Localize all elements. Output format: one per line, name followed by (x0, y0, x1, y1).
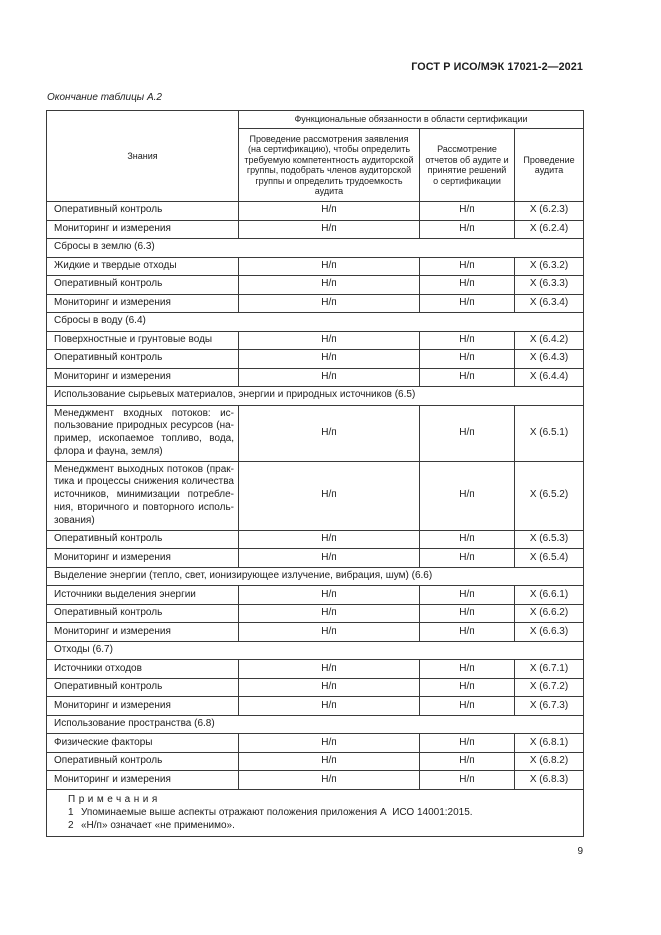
application-review-cell: Н/п (239, 294, 420, 313)
application-review-cell: Н/п (239, 276, 420, 295)
header-line: (на сертификацию), чтобы определить (247, 144, 411, 154)
certification-decision-cell: Н/п (420, 678, 515, 697)
note-number: 2 (68, 819, 74, 831)
knowledge-line: Поверхностные и грунтовые воды (54, 333, 213, 345)
knowledge-cell (47, 405, 239, 461)
knowledge-cell (47, 623, 239, 642)
certification-decision-cell: Н/п (420, 202, 515, 221)
knowledge-line: Мониторинг и измерения (54, 699, 171, 711)
header-knowledge: Знания (47, 111, 239, 202)
audit-cell: Х (6.5.1) (515, 405, 584, 461)
table-row (47, 549, 584, 568)
header-line: Проведение (523, 154, 575, 165)
audit-cell: Х (6.4.3) (515, 350, 584, 369)
knowledge-cell (47, 604, 239, 623)
application-review-cell: Н/п (239, 586, 420, 605)
knowledge-line: тика и процессы снижения количества (54, 476, 234, 488)
knowledge-line: Оперативный контроль (54, 607, 163, 619)
table-row (47, 276, 584, 295)
knowledge-line: Жидкие и твердые отходы (54, 259, 177, 271)
header-line: группы, подобрать членов аудиторской (246, 165, 412, 175)
table-body (47, 202, 584, 790)
audit-cell: Х (6.3.2) (515, 257, 584, 276)
knowledge-cell (47, 530, 239, 549)
section-row (47, 715, 584, 734)
knowledge-cell (47, 752, 239, 771)
table-row (47, 331, 584, 350)
audit-cell: Х (6.2.4) (515, 220, 584, 239)
application-review-cell: Н/п (239, 771, 420, 790)
table-row (47, 734, 584, 753)
notes-title: Примечания (68, 793, 161, 805)
knowledge-line: флора и фауна, земля) (54, 445, 163, 457)
knowledge-line: Оперативный контроль (54, 755, 163, 767)
header-application-review (239, 129, 420, 202)
application-review-cell: Н/п (239, 678, 420, 697)
knowledge-cell (47, 276, 239, 295)
section-row (47, 567, 584, 586)
audit-cell: Х (6.3.4) (515, 294, 584, 313)
knowledge-cell (47, 549, 239, 568)
page-number: 9 (577, 846, 583, 857)
certification-decision-cell: Н/п (420, 294, 515, 313)
audit-cell: Х (6.7.2) (515, 678, 584, 697)
table-row (47, 623, 584, 642)
audit-cell: Х (6.8.3) (515, 771, 584, 790)
knowledge-cell (47, 771, 239, 790)
knowledge-cell (47, 660, 239, 679)
certification-decision-cell: Н/п (420, 257, 515, 276)
knowledge-line: Источники выделения энергии (54, 588, 196, 600)
header-line: Рассмотрение (437, 144, 497, 154)
table-row (47, 202, 584, 221)
note-item (68, 819, 577, 832)
audit-cell: Х (6.8.2) (515, 752, 584, 771)
certification-decision-cell: Н/п (420, 549, 515, 568)
certification-decision-cell: Н/п (420, 276, 515, 295)
header-functional-duties: Функциональные обязанности в области сертификации (239, 111, 584, 129)
section-row (47, 641, 584, 660)
header-line: требуемую компетентность аудиторской (244, 154, 414, 165)
knowledge-cell (47, 461, 239, 530)
application-review-cell: Н/п (239, 752, 420, 771)
knowledge-line: Оперативный контроль (54, 533, 163, 545)
certification-decision-cell: Н/п (420, 752, 515, 771)
application-review-cell: Н/п (239, 530, 420, 549)
certification-decision-cell: Н/п (420, 350, 515, 369)
application-review-cell: Н/п (239, 220, 420, 239)
knowledge-line: Оперативный контроль (54, 352, 163, 364)
header-line: Проведение рассмотрения заявления (249, 133, 409, 144)
knowledge-line: пример, ископаемое топливо, вода, (54, 433, 234, 445)
application-review-cell: Н/п (239, 549, 420, 568)
application-review-cell: Н/п (239, 350, 420, 369)
note-text: «Н/п» означает «не применимо». (81, 819, 235, 831)
certification-decision-cell: Н/п (420, 461, 515, 530)
knowledge-line: Мониторинг и измерения (54, 296, 171, 308)
table-row (47, 368, 584, 387)
knowledge-cell (47, 586, 239, 605)
knowledge-cell (47, 331, 239, 350)
certification-decision-cell: Н/п (420, 734, 515, 753)
knowledge-line: Источники отходов (54, 662, 142, 674)
audit-cell: Х (6.4.4) (515, 368, 584, 387)
header-line: о сертификации (433, 175, 501, 186)
table-row (47, 660, 584, 679)
audit-cell: Х (6.4.2) (515, 331, 584, 350)
application-review-cell: Н/п (239, 405, 420, 461)
knowledge-cell (47, 350, 239, 369)
knowledge-line: Мониторинг и измерения (54, 625, 171, 637)
header-audit (515, 129, 584, 202)
note-item (68, 806, 577, 819)
knowledge-cell (47, 697, 239, 716)
section-title: Сбросы в землю (6.3) (47, 239, 584, 258)
audit-cell: Х (6.5.4) (515, 549, 584, 568)
audit-cell: Х (6.6.3) (515, 623, 584, 642)
application-review-cell: Н/п (239, 202, 420, 221)
table-caption: Окончание таблицы А.2 (47, 92, 162, 103)
knowledge-cell (47, 202, 239, 221)
table-row (47, 294, 584, 313)
application-review-cell: Н/п (239, 461, 420, 530)
audit-cell: Х (6.5.2) (515, 461, 584, 530)
audit-cell: Х (6.6.1) (515, 586, 584, 605)
section-title: Отходы (6.7) (47, 641, 584, 660)
section-title: Выделение энергии (тепло, свет, ионизирующее излучение, вибрация, шум) (6.6) (47, 567, 584, 586)
knowledge-line: Оперативный контроль (54, 204, 163, 216)
knowledge-cell (47, 734, 239, 753)
header-line: отчетов об аудите и (425, 154, 509, 165)
header-line: группы и определить трудоемкость (255, 175, 403, 186)
certification-decision-cell: Н/п (420, 405, 515, 461)
header-certification-decision (420, 129, 515, 202)
application-review-cell: Н/п (239, 734, 420, 753)
knowledge-cell (47, 294, 239, 313)
table-row (47, 678, 584, 697)
application-review-cell: Н/п (239, 331, 420, 350)
section-title: Использование пространства (6.8) (47, 715, 584, 734)
knowledge-line: ния, вторичного и повторного исполь- (54, 502, 234, 514)
knowledge-line: Оперативный контроль (54, 278, 163, 290)
table-row (47, 771, 584, 790)
certification-decision-cell: Н/п (420, 368, 515, 387)
certification-decision-cell: Н/п (420, 220, 515, 239)
table-row (47, 220, 584, 239)
knowledge-cell (47, 220, 239, 239)
table-row (47, 586, 584, 605)
knowledge-line: Мониторинг и измерения (54, 370, 171, 382)
audit-cell: Х (6.6.2) (515, 604, 584, 623)
certification-decision-cell: Н/п (420, 331, 515, 350)
table-row (47, 405, 584, 461)
knowledge-line: Физические факторы (54, 736, 153, 748)
knowledge-cell (47, 678, 239, 697)
application-review-cell: Н/п (239, 368, 420, 387)
certification-decision-cell: Н/п (420, 604, 515, 623)
application-review-cell: Н/п (239, 660, 420, 679)
table-row (47, 604, 584, 623)
application-review-cell: Н/п (239, 623, 420, 642)
table-row (47, 697, 584, 716)
knowledge-line: Оперативный контроль (54, 681, 163, 693)
certification-decision-cell: Н/п (420, 660, 515, 679)
table-row (47, 752, 584, 771)
header-line: принятие решений (427, 165, 507, 175)
audit-cell: Х (6.8.1) (515, 734, 584, 753)
audit-cell: Х (6.5.3) (515, 530, 584, 549)
knowledge-line: Менеджмент входных потоков: ис- (54, 407, 234, 419)
section-title: Использование сырьевых материалов, энергии и природных источников (6.5) (47, 387, 584, 406)
certification-decision-cell: Н/п (420, 586, 515, 605)
header-line: аудита (314, 186, 344, 196)
section-row (47, 387, 584, 406)
audit-cell: Х (6.7.1) (515, 660, 584, 679)
certification-decision-cell: Н/п (420, 530, 515, 549)
section-title: Сбросы в воду (6.4) (47, 313, 584, 332)
knowledge-cell (47, 368, 239, 387)
knowledge-line: Мониторинг и измерения (54, 773, 171, 785)
note-text: Упоминаемые выше аспекты отражают положения приложения А ИСО 14001:2015. (81, 806, 473, 818)
header-line: аудита (534, 165, 564, 175)
knowledge-line: Мониторинг и измерения (54, 222, 171, 234)
knowledge-line: Мониторинг и измерения (54, 551, 171, 563)
document-number: ГОСТ Р ИСО/МЭК 17021-2—2021 (411, 61, 583, 73)
notes-cell (47, 789, 584, 836)
header-row-top (47, 111, 584, 129)
table-notes (47, 789, 584, 836)
knowledge-line: Менеджмент выходных потоков (прак- (54, 463, 234, 475)
application-review-cell: Н/п (239, 257, 420, 276)
audit-cell: Х (6.7.3) (515, 697, 584, 716)
table-row (47, 530, 584, 549)
certification-decision-cell: Н/п (420, 623, 515, 642)
knowledge-line: источников, минимизации потребле- (54, 489, 234, 501)
note-number: 1 (68, 806, 74, 818)
certification-decision-cell: Н/п (420, 771, 515, 790)
certification-decision-cell: Н/п (420, 697, 515, 716)
table-row (47, 461, 584, 530)
notes-row (47, 789, 584, 836)
audit-cell: Х (6.3.3) (515, 276, 584, 295)
section-row (47, 239, 584, 258)
audit-cell: Х (6.2.3) (515, 202, 584, 221)
knowledge-table (46, 110, 584, 837)
table-row (47, 257, 584, 276)
knowledge-cell (47, 257, 239, 276)
table-header (47, 111, 584, 202)
section-row (47, 313, 584, 332)
application-review-cell: Н/п (239, 697, 420, 716)
application-review-cell: Н/п (239, 604, 420, 623)
table-row (47, 350, 584, 369)
knowledge-line: пользование природных ресурсов (на- (54, 420, 234, 432)
knowledge-line: зования) (54, 514, 95, 526)
